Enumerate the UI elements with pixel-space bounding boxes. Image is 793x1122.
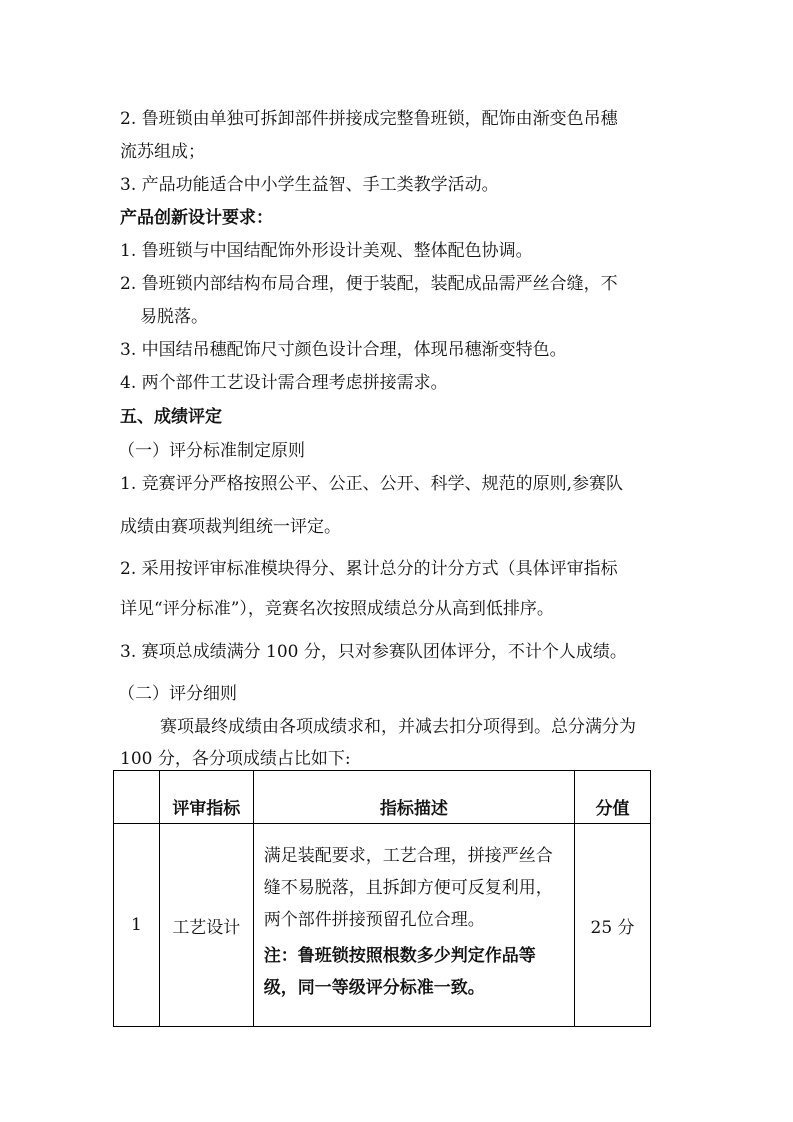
text-line-6: 2. 鲁班锁内部结构布局合理，便于装配，装配成品需严丝合缝，不 (120, 274, 618, 294)
scoring-table (113, 770, 651, 1027)
text-line-14: 2. 采用按评审标准模块得分、累计总分的计分方式（具体评审指标 (120, 559, 618, 579)
description-text: 满足装配要求，工艺合理，拼接严丝合缝不易脱落，且拆卸方便可反复利用，两个部件拼接预留孔位合理。 (263, 846, 553, 930)
text-line-12: 1. 竞赛评分严格按照公平、公正、公开、科学、规范的原则,参赛队 (120, 474, 624, 494)
text-line-8: 3. 中国结吊穗配饰尺寸颜色设计合理，体现吊穗渐变特色。 (120, 340, 567, 360)
text-line-16: 3. 赛项总成绩满分 100 分，只对参赛队团体评分，不计个人成绩。 (120, 642, 627, 662)
table-row (114, 824, 651, 1027)
header-score: 分值 (575, 771, 651, 824)
section-heading-5: 五、成绩评定 (120, 407, 222, 427)
row-description (253, 824, 574, 1027)
header-number (114, 771, 160, 824)
row-number: 1 (114, 824, 160, 1027)
text-line-3: 3. 产品功能适合中小学生益智、手工类教学活动。 (120, 175, 499, 195)
row-score: 25 分 (575, 824, 651, 1027)
text-line-19: 100 分，各分项成绩占比如下: (120, 749, 351, 769)
text-line-13: 成绩由赛项裁判组统一评定。 (120, 517, 341, 537)
subsection-heading-1: （一）评分标准制定原则 (118, 441, 305, 461)
text-line-1: 2. 鲁班锁由单独可拆卸部件拼接成完整鲁班锁，配饰由渐变色吊穗 (120, 109, 618, 129)
text-line-7: 易脱落。 (140, 307, 208, 327)
description-note: 注：鲁班锁按照根数多少判定作品等级，同一等级评分标准一致。 (263, 946, 536, 998)
section-heading-innovation: 产品创新设计要求： (120, 208, 273, 228)
header-description: 指标描述 (253, 771, 574, 824)
table-header-row (114, 771, 651, 824)
text-line-2: 流苏组成； (120, 142, 205, 162)
text-line-5: 1. 鲁班锁与中国结配饰外形设计美观、整体配色协调。 (120, 241, 533, 261)
text-line-9: 4. 两个部件工艺设计需合理考虑拼接需求。 (120, 373, 448, 393)
text-line-15: 详见“评分标准”），竞赛名次按照成绩总分从高到低排序。 (120, 599, 554, 619)
text-line-18: 赛项最终成绩由各项成绩求和，并减去扣分项得到。总分满分为 (160, 717, 636, 737)
header-indicator: 评审指标 (159, 771, 253, 824)
subsection-heading-2: （二）评分细则 (118, 684, 237, 704)
row-indicator: 工艺设计 (159, 824, 253, 1027)
